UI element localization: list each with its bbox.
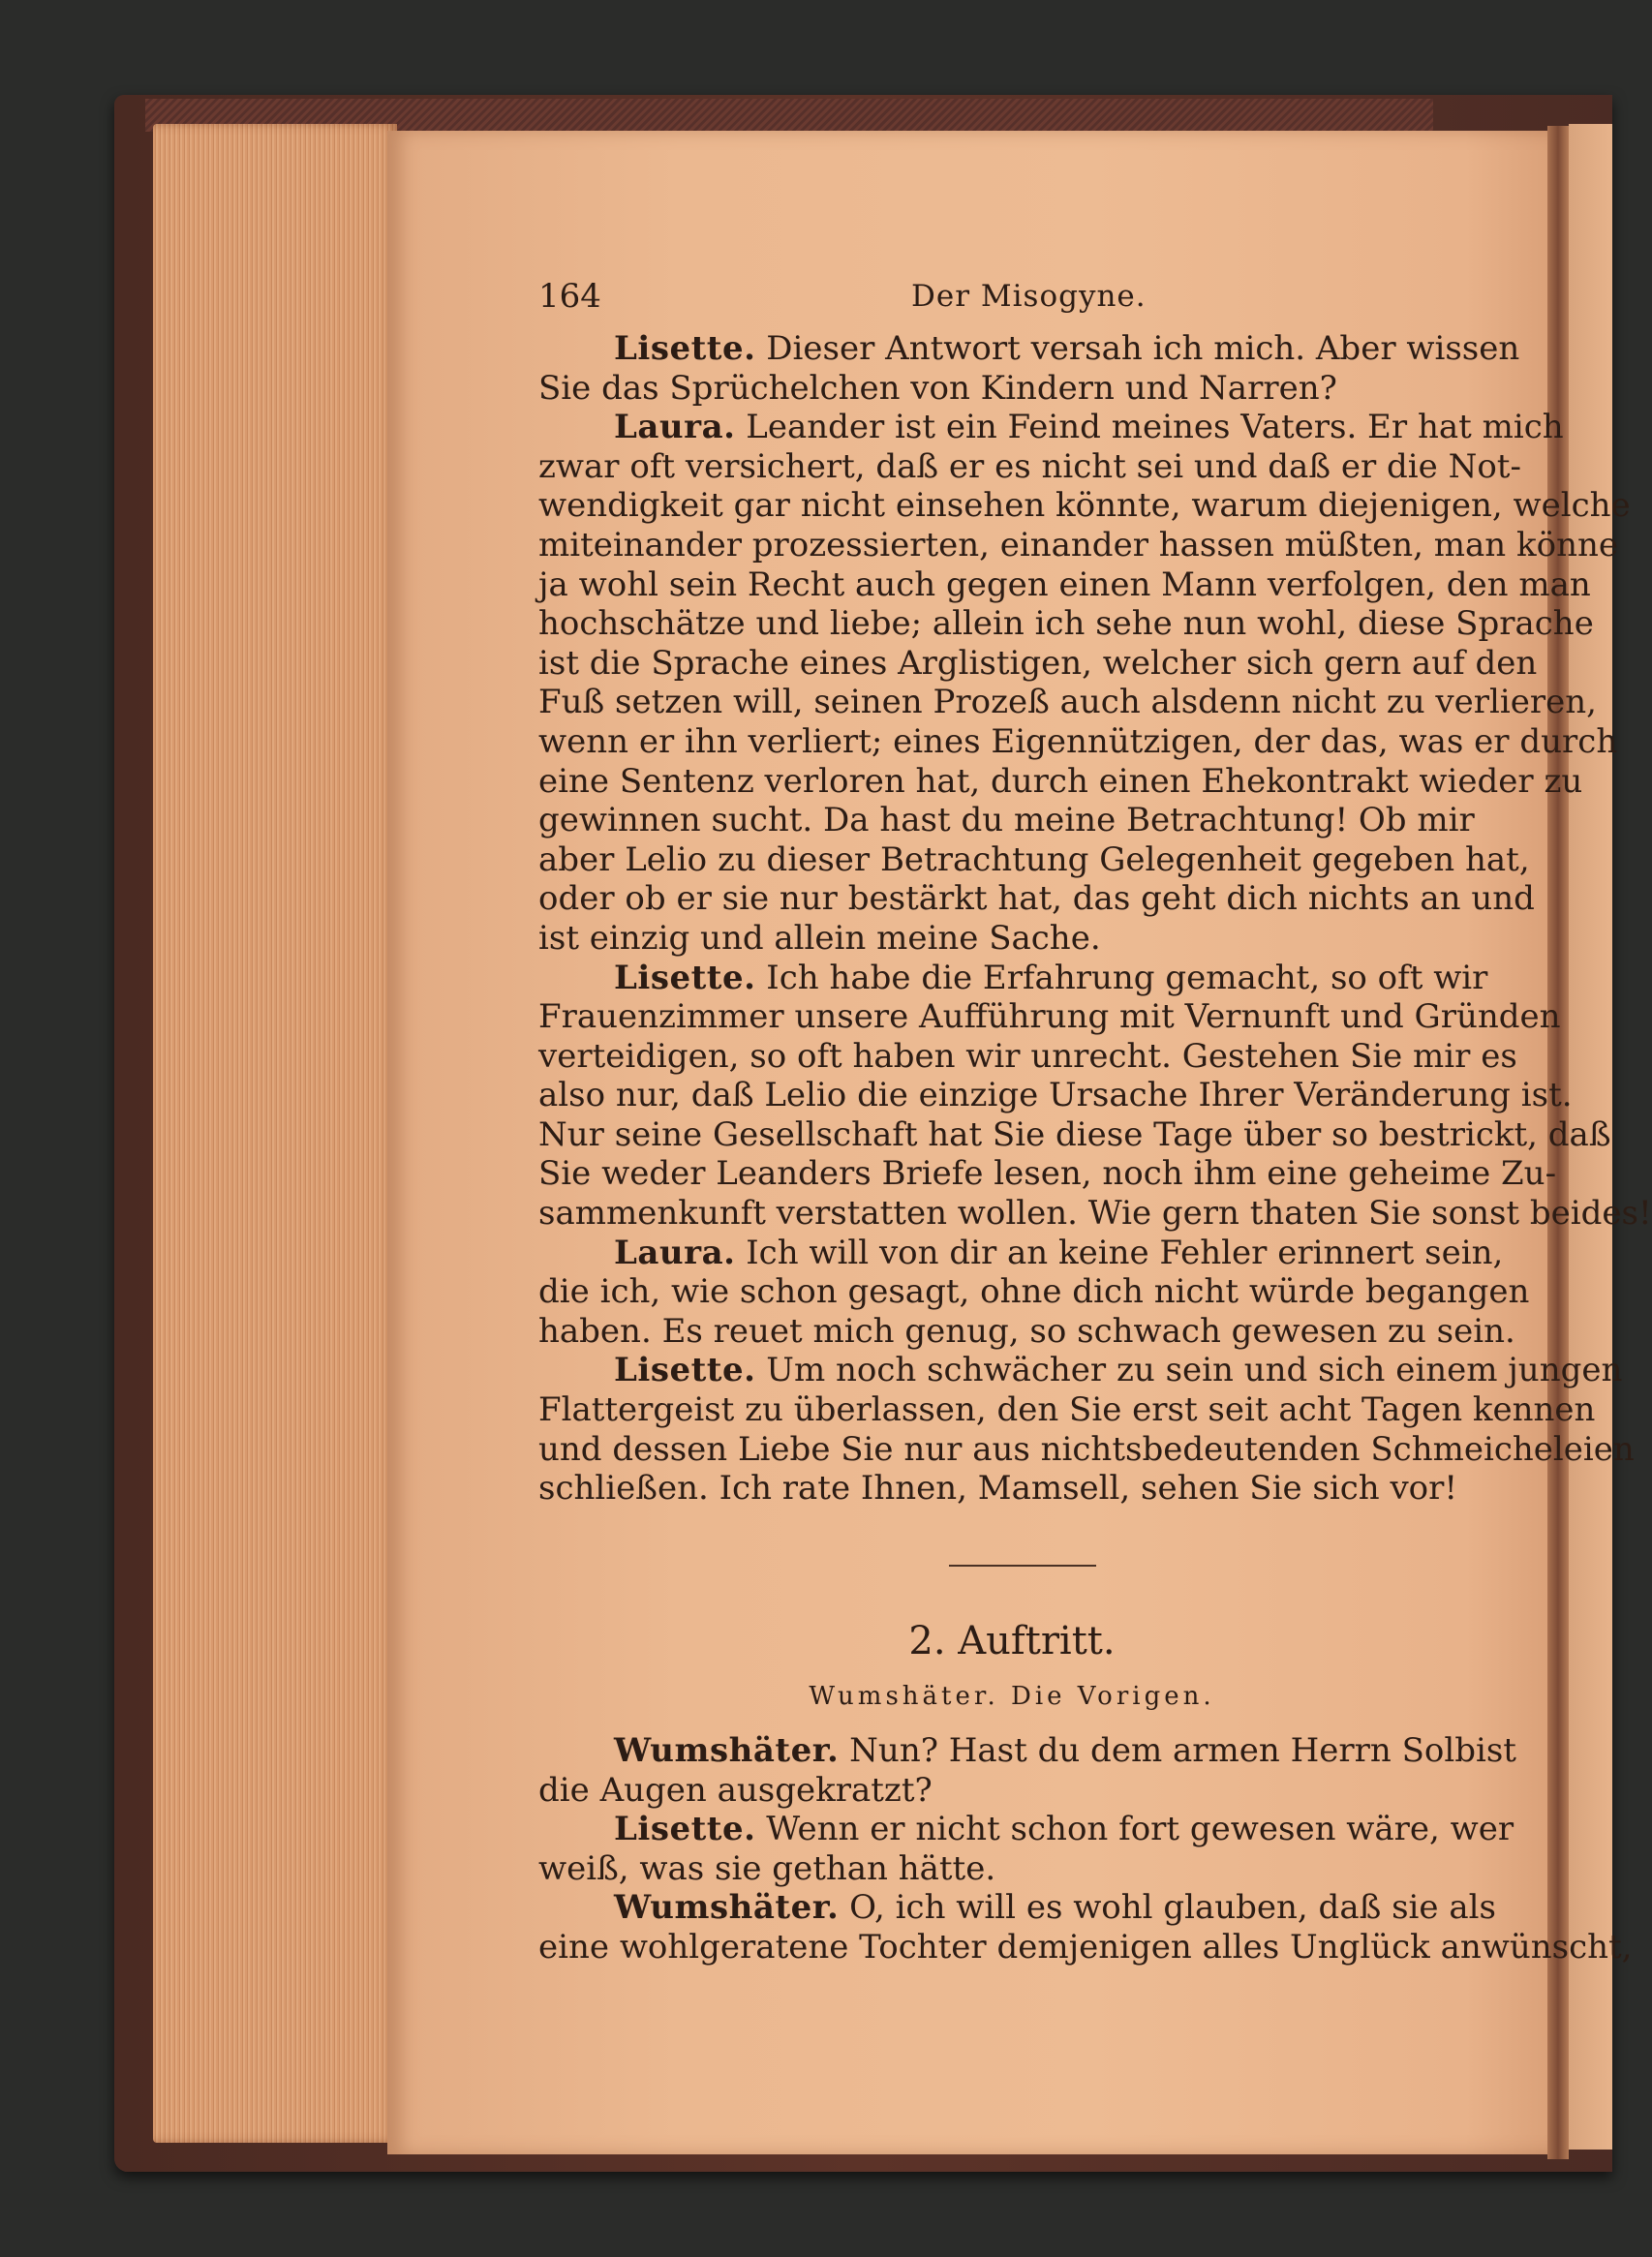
text-line xyxy=(538,1311,1515,1352)
line-text: Ich will von dir an keine Fehler erinnert sein, xyxy=(735,1233,1504,1272)
text-line xyxy=(538,761,1583,802)
text-line xyxy=(538,1233,1504,1273)
line-text: miteinander prozessierten, einander hassen müßten, man könne xyxy=(538,525,1618,564)
text-line xyxy=(538,1469,1485,1509)
text-line xyxy=(538,564,1591,605)
line-text: gewinnen sucht. Da hast du meine Betrachtung! Ob mir xyxy=(538,801,1475,840)
line-text: schließen. Ich rate Ihnen, Mamsell, sehen Sie sich vor! xyxy=(538,1469,1458,1509)
line-text: Fuß setzen will, seinen Prozeß auch alsdenn nicht zu verlieren, xyxy=(538,683,1597,722)
line-text: Sie das Sprüchelchen von Kindern und Narren? xyxy=(538,368,1337,408)
line-text: die ich, wie schon gesagt, ohne dich nicht würde begangen xyxy=(538,1272,1530,1312)
scene-characters: Wumshäter. Die Vorigen. xyxy=(809,1682,1215,1711)
line-text: oder ob er sie nur bestärkt hat, das geht dich nichts an und xyxy=(538,879,1535,919)
line-text: weiß, was sie gethan hätte. xyxy=(538,1848,996,1888)
line-text: verteidigen, so oft haben wir unrecht. Gestehen Sie mir es xyxy=(538,1036,1517,1076)
line-text: sammenkunft verstatten wollen. Wie gern thaten Sie sonst beides! xyxy=(538,1194,1652,1234)
text-line xyxy=(538,643,1538,684)
text-line xyxy=(538,1154,1557,1194)
line-text: eine wohlgeratene Tochter demjenigen alles Unglück anwünscht, xyxy=(538,1927,1633,1967)
line-text: also nur, daß Lelio die einzige Ursache Ihrer Veränderung ist. xyxy=(538,1076,1573,1115)
speaker-name: Lisette. xyxy=(614,1810,756,1849)
text-line xyxy=(538,1429,1635,1470)
text-line xyxy=(538,958,1488,998)
speaker-name: Laura. xyxy=(614,408,736,447)
line-text: wenn er ihn verliert; eines Eigennützigen, der das, was er durch xyxy=(538,721,1618,761)
text-line xyxy=(538,683,1597,722)
text-line xyxy=(538,1351,1623,1390)
line-text: hochschätze und liebe; allein ich sehe nun wohl, diese Sprache xyxy=(538,604,1594,644)
text-line xyxy=(538,1810,1514,1849)
page-text xyxy=(538,271,1652,1509)
line-text: und dessen Liebe Sie nur aus nichtsbedeutenden Schmeicheleien xyxy=(538,1429,1635,1469)
line-text: Sie weder Leanders Briefe lesen, noch ihm eine geheime Zu- xyxy=(538,1154,1557,1194)
text-line xyxy=(538,801,1485,840)
line-text: ist einzig und allein meine Sache. xyxy=(538,918,1101,958)
line-text: ja wohl sein Recht auch gegen einen Mann verfolgen, den man xyxy=(538,564,1591,604)
speaker-name: Wumshäter. xyxy=(614,1731,840,1770)
text-line xyxy=(538,1888,1496,1928)
text-line xyxy=(538,329,1520,369)
line-text: Dieser Antwort versah ich mich. Aber wissen xyxy=(755,329,1520,368)
text-line xyxy=(538,604,1594,644)
text-line xyxy=(538,919,1485,959)
line-text: die Augen ausgekratzt? xyxy=(538,1770,933,1810)
text-line xyxy=(538,1114,1611,1155)
text-line xyxy=(538,839,1530,880)
line-text: Ich habe die Erfahrung gemacht, so oft wir xyxy=(755,958,1488,997)
speaker-name: Lisette. xyxy=(614,1351,756,1390)
text-line xyxy=(538,721,1618,762)
text-line xyxy=(538,1194,1652,1234)
dialogue-body xyxy=(538,329,1652,1509)
scene-heading: 2. Auftritt. xyxy=(908,1619,1116,1663)
text-line xyxy=(538,369,1485,409)
speaker-name: Wumshäter. xyxy=(614,1888,840,1928)
line-text: Frauenzimmer unsere Aufführung mit Vernunft und Gründen xyxy=(538,997,1561,1037)
running-title: Der Misogyne. xyxy=(911,279,1147,314)
text-line xyxy=(538,1731,1516,1771)
line-text: Flattergeist zu überlassen, den Sie erst seit acht Tagen kennen xyxy=(538,1390,1596,1430)
text-line xyxy=(538,446,1521,487)
speaker-name: Laura. xyxy=(614,1233,736,1272)
line-text: Um noch schwächer zu sein und sich einem jungen xyxy=(755,1351,1623,1390)
scene-dialogue xyxy=(538,1731,1633,1967)
line-text: aber Lelio zu dieser Betrachtung Gelegenheit gegeben hat, xyxy=(538,839,1530,879)
speaker-name: Lisette. xyxy=(614,329,756,368)
section-divider xyxy=(949,1565,1096,1567)
line-text: wendigkeit gar nicht einsehen könnte, warum diejenigen, welche xyxy=(538,486,1631,526)
line-text: ist die Sprache eines Arglistigen, welcher sich gern auf den xyxy=(538,643,1538,683)
line-text: Wenn er nicht schon fort gewesen wäre, wer xyxy=(755,1810,1514,1849)
line-text: O, ich will es wohl glauben, daß sie als xyxy=(839,1888,1496,1928)
text-line xyxy=(538,1771,1485,1811)
text-line xyxy=(538,1849,1485,1889)
page-header xyxy=(538,271,1485,329)
text-line xyxy=(538,879,1535,919)
line-text: zwar oft versichert, daß er es nicht sei und daß er die Not- xyxy=(538,446,1521,486)
text-line xyxy=(538,1036,1517,1077)
text-line xyxy=(538,1390,1596,1430)
text-line xyxy=(538,486,1631,526)
page-edges xyxy=(153,124,397,2143)
speaker-name: Lisette. xyxy=(614,958,756,997)
line-text: eine Sentenz verloren hat, durch einen Ehekontrakt wieder zu xyxy=(538,761,1583,801)
text-line xyxy=(538,1076,1573,1115)
text-line xyxy=(538,1272,1530,1312)
line-text: Leander ist ein Feind meines Vaters. Er hat mich xyxy=(735,408,1564,447)
line-text: Nun? Hast du dem armen Herrn Solbist xyxy=(839,1731,1516,1770)
line-text: Nur seine Gesellschaft hat Sie diese Tage über so bestrickt, daß xyxy=(538,1114,1611,1154)
text-line xyxy=(538,408,1564,447)
page-number: 164 xyxy=(538,277,601,316)
text-line xyxy=(538,525,1618,565)
line-text: haben. Es reuet mich genug, so schwach gewesen zu sein. xyxy=(538,1311,1515,1351)
text-line xyxy=(538,997,1561,1037)
text-line xyxy=(538,1927,1633,1967)
